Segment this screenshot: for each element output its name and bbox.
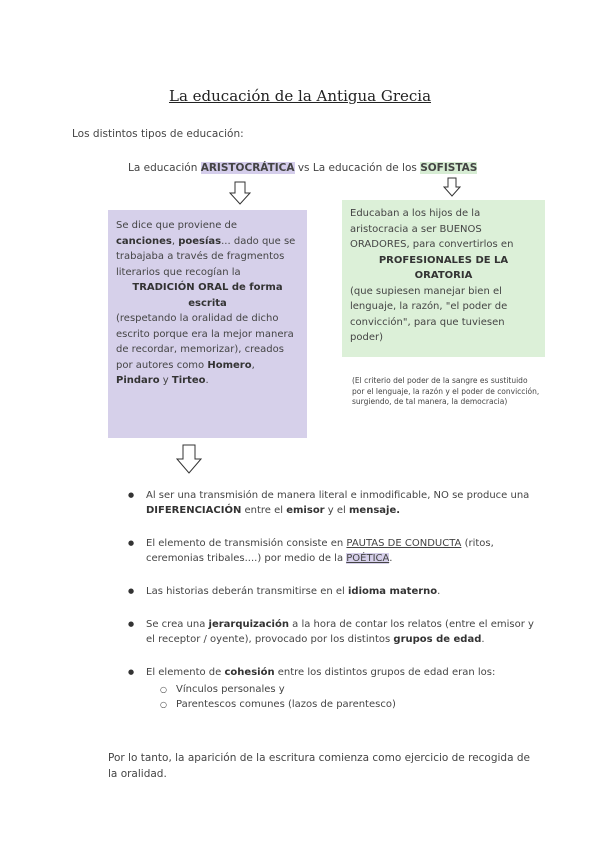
comparison-middle: vs La educación de los — [294, 162, 421, 174]
text: (que supiesen manejar bien el lenguaje, la razón, "el poder de convicción", para que tuviesen poder) — [350, 285, 508, 343]
conclusion: Por lo tanto, la aparición de la escritura comienza como ejercicio de recogida de la oralidad. — [108, 752, 530, 780]
sophists-term: SOFISTAS — [420, 162, 478, 174]
text: Las historias deberán transmitirse en el — [146, 586, 348, 597]
text-bold: cohesión — [224, 667, 275, 678]
list-item — [128, 665, 538, 712]
list-item — [128, 488, 538, 518]
sub-list-item: ○ Parentescos comunes (lazos de parentesco) — [146, 697, 538, 712]
text: (ritos, ceremonias tribales....) por medio de la — [146, 538, 494, 564]
comparison-prefix: La educación — [128, 162, 201, 174]
text: entre el — [241, 505, 287, 516]
text: Se dice que proviene de — [116, 220, 238, 231]
author-homero: Homero — [207, 359, 252, 371]
comparison-line — [128, 162, 477, 174]
oratory-heading: PROFESIONALES DE LA ORATORIA — [378, 254, 509, 281]
text-underlined: PAUTAS DE CONDUCTA — [346, 538, 462, 549]
text-bold: grupos de edad — [393, 634, 482, 645]
text: Se crea una — [146, 619, 209, 630]
page-title: La educación de la Antigua Grecia — [168, 87, 432, 105]
text: Al ser una transmisión de manera literal e inmodificable, NO se produce una — [146, 490, 530, 501]
text: y — [159, 375, 172, 386]
list-item — [128, 536, 538, 566]
text-bold: idioma materno — [347, 586, 438, 597]
sophists-box — [342, 200, 545, 357]
aristocratic-box — [108, 210, 307, 438]
oral-tradition-heading: TRADICIÓN ORAL de forma escrita — [132, 282, 283, 309]
text: . — [481, 634, 485, 645]
text-bold: poesías — [178, 235, 222, 247]
aristocratic-term: ARISTOCRÁTICA — [200, 162, 295, 174]
arrow-down-icon — [443, 177, 461, 197]
text: ... dado que se trabajaba a través de fragmentos literarios que recogían la — [116, 235, 296, 278]
sub-list-item: ○ Vínculos personales y — [146, 682, 538, 697]
arrow-down-icon — [176, 444, 202, 474]
text: a la hora de contar los relatos (entre el emisor y el receptor / oyente), provocado por los distintos — [146, 619, 534, 645]
text: Educaban a los hijos de la aristocracia a ser BUENOS ORADORES, para convertirlos en — [350, 208, 514, 250]
text-underlined: POÉTICA — [346, 553, 390, 564]
text: El elemento de transmisión consiste en — [146, 538, 347, 549]
subtitle: Los distintos tipos de educación: — [72, 128, 244, 140]
author-pindaro: Pindaro — [116, 375, 160, 386]
author-tirteo: Tirteo — [171, 375, 206, 386]
list-item — [128, 617, 538, 647]
sub-list — [146, 682, 538, 712]
arrow-down-icon — [229, 181, 251, 205]
text: entre los distintos grupos de edad eran los: — [274, 667, 496, 678]
text: , — [251, 359, 255, 371]
text: (respetando la oralidad de dicho escrito porque era la mejor manera de recordar, memorizar), creados por autores como — [116, 313, 294, 371]
text: . — [437, 586, 441, 597]
text-bold: jerarquización — [208, 619, 289, 630]
text: . — [389, 553, 393, 564]
bullet-list — [128, 488, 538, 712]
text-bold: DIFERENCIACIÓN — [146, 505, 242, 516]
list-item — [128, 584, 538, 599]
text-bold: emisor — [286, 505, 325, 516]
text: , — [171, 235, 179, 247]
text-bold: mensaje. — [349, 505, 401, 516]
text: y el — [324, 505, 350, 516]
side-note: (El criterio del poder de la sangre es sustituido por el lenguaje, la razón y el poder de convicción, surgiendo, de tal manera, la democracia) — [352, 376, 540, 406]
text-bold: canciones — [116, 235, 172, 247]
text: El elemento de — [146, 667, 225, 678]
text: . — [205, 375, 209, 386]
